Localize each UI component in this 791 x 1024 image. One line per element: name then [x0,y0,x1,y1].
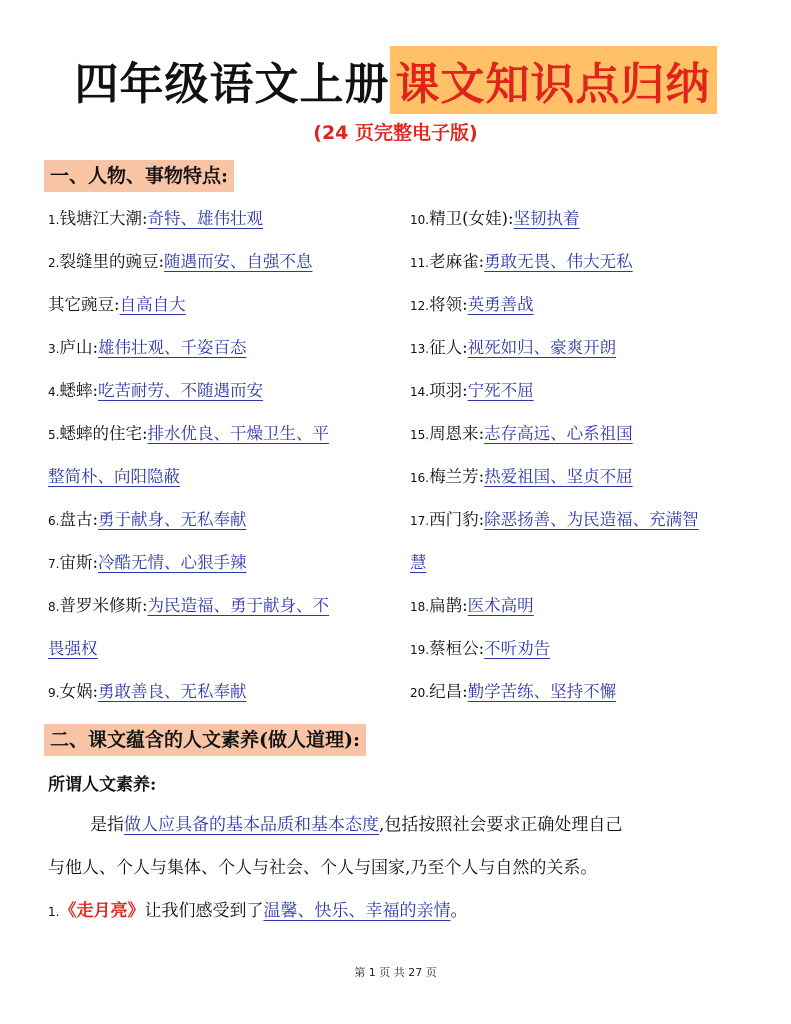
title-part-1: 四年级语文上册 [74,59,390,110]
item-trait: 宁死不屈 [467,381,534,400]
list-item [48,680,247,705]
item-trait: 勇敢善良、无私奉献 [98,682,247,701]
list-item [48,207,263,232]
list-item [48,293,186,318]
item-trait: 为民造福、勇于献身、不 [147,596,330,615]
item-name: 庐山: [59,338,99,357]
item-trait: 志存高远、心系祖国 [484,424,633,443]
section-1-heading: 一、人物、事物特点: [44,160,234,192]
list-item [410,422,633,447]
list-item [48,336,247,361]
item-number: 11. [410,256,430,270]
list-item [410,250,633,275]
item-number: 14. [410,385,430,399]
item-trait-continued: 整简朴、向阳隐蔽 [48,467,180,486]
definition-paragraph-line-2: 与他人、个人与集体、个人与社会、个人与国家,乃至个人与自然的关系。 [48,858,598,878]
item-name: 精卫(女娃): [429,209,514,228]
list-item [410,336,616,361]
item-trait: 除恶扬善、为民造福、充满智 [484,510,699,529]
item-name: 周恩来: [429,424,485,443]
list-item-continuation [48,465,180,489]
item-trait: 勇于献身、无私奉献 [98,510,247,529]
item-name: 征人: [429,338,468,357]
item-trait: 医术高明 [467,596,534,615]
item-number: 12. [410,299,430,313]
definition-prefix: 是指 [90,815,124,835]
item-name: 裂缝里的豌豆: [59,252,165,271]
item-trait: 坚韧执着 [513,209,580,228]
item-trait: 勤学苦练、坚持不懈 [467,682,617,701]
item-trait: 冷酷无情、心狠手辣 [98,553,247,572]
item-name: 纪昌: [429,682,468,701]
item-name: 梅兰芳: [429,467,485,486]
item-name: 扁鹊: [429,596,468,615]
item-number: 1. [48,213,60,227]
item-number: 7. [48,557,60,571]
item-number: 4. [48,385,60,399]
item-name: 盘古: [59,510,99,529]
list-item [410,637,550,662]
item-trait: 排水优良、干燥卫生、平 [147,424,330,443]
definition-emphasis: 做人应具备的基本品质和基本态度 [124,815,379,835]
lesson-text: 让我们感受到了 [144,901,264,921]
item-number: 17. [410,514,430,528]
item-name: 其它豌豆: [48,295,120,314]
item-name: 蟋蟀: [59,381,99,400]
list-item [48,250,313,275]
title-part-2-highlighted: 课文知识点归纳 [390,46,717,114]
item-number: 6. [48,514,60,528]
item-trait: 雄伟壮观、千姿百态 [98,338,247,357]
list-item [410,465,633,490]
item-number: 10. [410,213,430,227]
list-item [410,680,616,705]
lesson-emphasis: 温馨、快乐、幸福的亲情 [263,901,451,921]
item-name: 项羽: [429,381,468,400]
lesson-title: 《走月亮》 [59,901,145,921]
item-trait-continued: 慧 [410,553,427,572]
item-name: 西门豹: [429,510,485,529]
item-name: 女娲: [59,682,99,701]
item-name: 钱塘江大潮: [59,209,148,228]
lesson-item [48,898,467,925]
list-item [48,422,329,447]
page-title [0,44,791,116]
page-footer: 第 1 页 共 27 页 [354,966,437,979]
definition-paragraph-line-1 [90,812,622,838]
item-number: 1. [48,905,60,919]
item-name: 宙斯: [59,553,99,572]
item-trait: 勇敢无畏、伟大无私 [484,252,633,271]
list-item [410,379,534,404]
item-number: 13. [410,342,430,356]
item-number: 2. [48,256,60,270]
list-item [410,594,534,619]
item-number: 5. [48,428,60,442]
item-number: 9. [48,686,60,700]
list-item [410,293,534,318]
item-name: 蔡桓公: [429,639,485,658]
list-item [410,207,580,232]
item-number: 15. [410,428,430,442]
list-item-continuation [48,637,98,661]
item-name: 普罗米修斯: [59,596,148,615]
item-name: 老麻雀: [429,252,485,271]
list-item-continuation [410,551,427,575]
item-trait: 热爱祖国、坚贞不屈 [484,467,633,486]
definition-suffix: ,包括按照社会要求正确处理自己 [379,815,623,835]
list-item [48,508,247,533]
page-subtitle: (24 页完整电子版) [313,122,478,144]
item-number: 20. [410,686,430,700]
item-name: 将领: [429,295,468,314]
item-trait-continued: 畏强权 [48,639,98,658]
section-2-heading: 二、课文蕴含的人文素养(做人道理): [44,724,366,756]
item-number: 16. [410,471,430,485]
list-item [410,508,699,533]
item-number: 18. [410,600,430,614]
list-item [48,551,247,576]
item-trait: 视死如归、豪爽开朗 [467,338,617,357]
item-trait: 自高自大 [119,295,186,314]
item-trait: 随遇而安、自强不息 [164,252,313,271]
item-number: 8. [48,600,60,614]
item-trait: 奇特、雄伟壮观 [147,209,264,228]
humanistic-literacy-label: 所谓人文素养: [48,775,157,795]
list-item [48,379,263,404]
list-item [48,594,329,619]
item-number: 19. [410,643,430,657]
item-trait: 不听劝告 [484,639,551,658]
item-trait: 吃苦耐劳、不随遇而安 [98,381,264,400]
lesson-end-punct: 。 [450,901,468,921]
item-trait: 英勇善战 [467,295,534,314]
item-name: 蟋蟀的住宅: [59,424,148,443]
item-number: 3. [48,342,60,356]
